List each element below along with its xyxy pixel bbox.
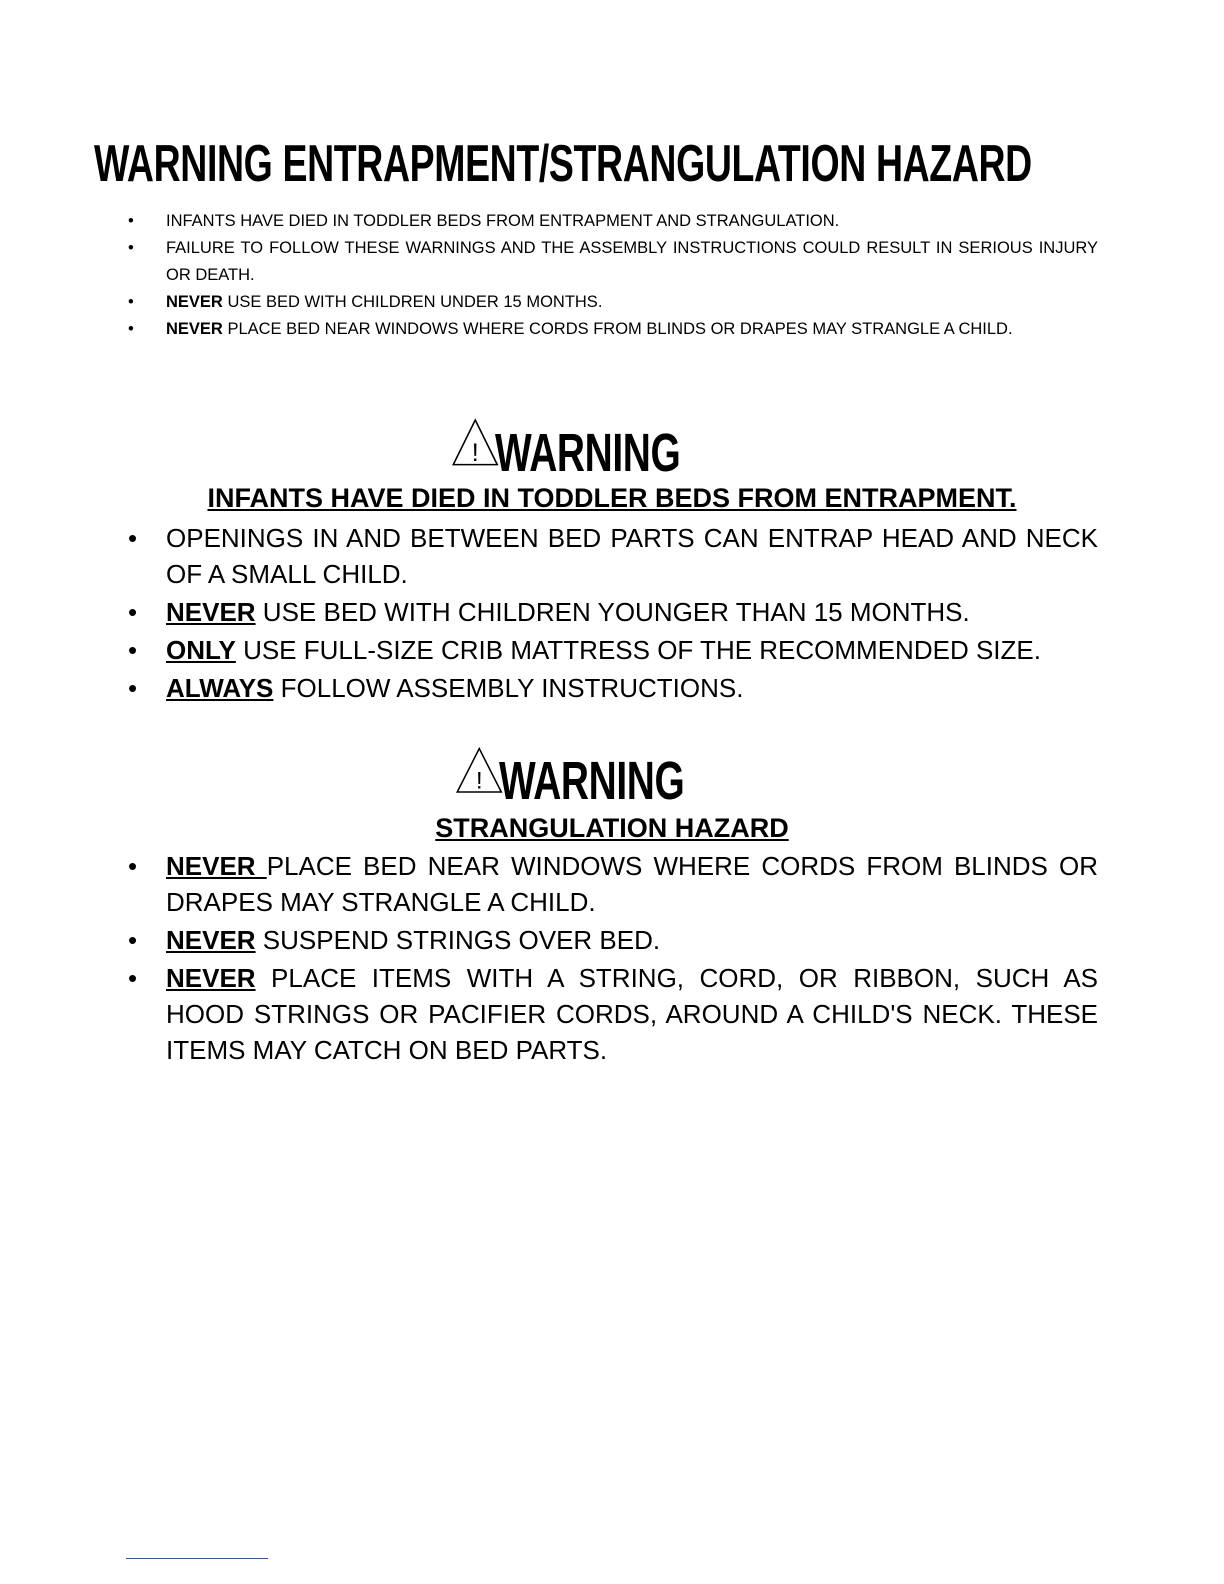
bullet-text: PLACE ITEMS WITH A STRING, CORD, OR RIBBON, SUCH AS HOOD STRINGS OR PACIFIER CORDS, AROUND A CHILD'S NECK. THESE ITEMS MAY CATCH ON BED PARTS. xyxy=(166,963,1098,1065)
bullet-mark: • xyxy=(128,597,138,627)
bullet-text: USE BED WITH CHILDREN YOUNGER THAN 15 MONTHS. xyxy=(255,597,970,627)
section2-title: WARNING xyxy=(494,423,680,483)
bullet-text: PLACE BED NEAR WINDOWS WHERE CORDS FROM BLINDS OR DRAPES MAY STRANGLE A CHILD. xyxy=(166,851,1098,917)
bullet-text: FOLLOW ASSEMBLY INSTRUCTIONS. xyxy=(273,673,744,703)
svg-text:!: ! xyxy=(471,438,479,467)
bullet-lead: NEVER xyxy=(166,597,256,627)
bullet-mark: • xyxy=(128,963,138,993)
bullet-mark: • xyxy=(128,851,138,881)
bullet-mark: • xyxy=(128,293,134,311)
section-entrapment-warning xyxy=(452,404,752,483)
section3-subtitle: STRANGULATION HAZARD xyxy=(435,813,789,843)
bullet-mark: • xyxy=(128,523,138,553)
footnote-divider xyxy=(126,1558,268,1559)
section1-bullet xyxy=(128,235,1098,289)
bullet-lead: NEVER xyxy=(166,293,223,311)
section3-title: WARNING xyxy=(498,751,684,811)
warning-triangle-icon xyxy=(452,404,499,480)
bullet-text: PLACE BED NEAR WINDOWS WHERE CORDS FROM BLINDS OR DRAPES MAY STRANGLE A CHILD. xyxy=(222,320,1013,338)
section2-bullet xyxy=(128,520,1098,592)
section2-subtitle: INFANTS HAVE DIED IN TODDLER BEDS FROM ENTRAPMENT. xyxy=(207,483,1017,513)
svg-text:!: ! xyxy=(475,767,483,795)
bullet-text: SUSPEND STRINGS OVER BED. xyxy=(255,925,661,955)
section1-bullet xyxy=(128,289,1098,316)
bullet-text: INFANTS HAVE DIED IN TODDLER BEDS FROM ENTRAPMENT AND STRANGULATION. xyxy=(166,212,840,230)
section3-heading xyxy=(456,732,756,811)
bullet-lead: ONLY xyxy=(166,635,236,665)
warning-triangle-icon xyxy=(456,732,503,808)
section-strangulation-warning xyxy=(456,732,756,811)
section3-bullet xyxy=(128,922,1098,958)
section1-title: WARNING ENTRAPMENT/STRANGULATION HAZARD xyxy=(94,135,1032,193)
bullet-mark: • xyxy=(128,635,138,665)
bullet-text: USE BED WITH CHILDREN UNDER 15 MONTHS. xyxy=(222,293,603,311)
section1-bullet xyxy=(128,316,1098,343)
section1-bullet-list xyxy=(128,208,1098,343)
section1-bullet xyxy=(128,208,1098,235)
section1-heading xyxy=(94,112,1100,193)
bullet-text: OPENINGS IN AND BETWEEN BED PARTS CAN ENTRAP HEAD AND NECK OF A SMALL CHILD. xyxy=(166,523,1098,589)
bullet-mark: • xyxy=(128,320,134,338)
section2-bullet xyxy=(128,594,1098,630)
section3-bullet xyxy=(128,960,1098,1068)
bullet-lead: ALWAYS xyxy=(166,673,274,703)
section2-heading xyxy=(452,404,752,483)
bullet-mark: • xyxy=(128,212,134,230)
section3-bullet xyxy=(128,848,1098,920)
section2-bullet-list xyxy=(128,520,1098,706)
bullet-lead: NEVER xyxy=(166,320,223,338)
section2-bullet xyxy=(128,632,1098,668)
bullet-text: FAILURE TO FOLLOW THESE WARNINGS AND THE ASSEMBLY INSTRUCTIONS COULD RESULT IN SERIOUS INJURY OR DEATH. xyxy=(166,239,1098,284)
bullet-lead: NEVER xyxy=(166,851,267,881)
bullet-mark: • xyxy=(128,673,138,703)
section3-bullet-list xyxy=(128,848,1098,1068)
bullet-lead: NEVER xyxy=(166,963,256,993)
bullet-mark: • xyxy=(128,239,134,257)
bullet-text: USE FULL-SIZE CRIB MATTRESS OF THE RECOMMENDED SIZE. xyxy=(235,635,1041,665)
section-entrapment-strangulation xyxy=(94,112,1100,193)
bullet-lead: NEVER xyxy=(166,925,256,955)
section2-bullet xyxy=(128,670,1098,706)
bullet-mark: • xyxy=(128,925,138,955)
